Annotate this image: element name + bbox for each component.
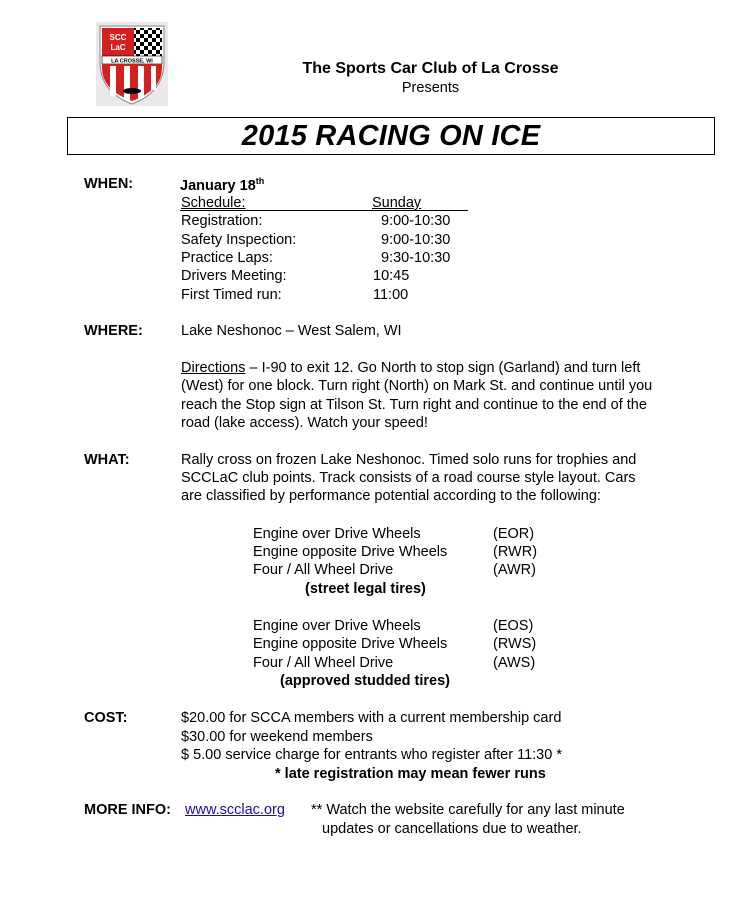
website-note: updates or cancellations due to weather. (322, 821, 582, 837)
class-code: (RWR) (493, 544, 538, 560)
svg-text:LA CROSSE, WI: LA CROSSE, WI (111, 58, 153, 65)
class-name: Four / All Wheel Drive (253, 562, 394, 578)
directions-label: Directions (181, 360, 246, 376)
class-name: Engine over Drive Wheels (253, 618, 421, 634)
cost-line: $ 5.00 service charge for entrants who register after 11:30 * (181, 747, 562, 763)
directions-line: (West) for one block. Turn right (North) on Mark St. and continue until you (181, 378, 653, 394)
schedule-item-name: First Timed run: (181, 287, 282, 303)
what-line: SCCLaC club points. Track consists of a road course style layout. Cars (181, 470, 636, 486)
schedule-item-time: 9:00-10:30 (381, 213, 451, 229)
schedule-day: Sunday (372, 195, 422, 211)
directions-line: reach the Stop sign at Tilson St. Turn right and continue to the end of the (181, 397, 647, 413)
schedule-rule (180, 210, 468, 211)
class-code: (AWS) (493, 655, 536, 671)
schedule-item-name: Registration: (181, 213, 263, 229)
event-date: January 18th (180, 176, 265, 194)
class-name: Engine opposite Drive Wheels (253, 544, 448, 560)
class-name: Engine opposite Drive Wheels (253, 636, 448, 652)
what-label: WHAT: (84, 452, 130, 468)
class-name: Four / All Wheel Drive (253, 655, 394, 671)
class-code: (EOR) (493, 526, 535, 542)
svg-text:LaC: LaC (110, 43, 126, 52)
cost-label: COST: (84, 710, 128, 726)
class-code: (RWS) (493, 636, 537, 652)
cost-line: $20.00 for SCCA members with a current membership card (181, 710, 562, 726)
club-name: The Sports Car Club of La Crosse (302, 60, 559, 77)
what-line: are classified by performance potential according to the following: (181, 488, 601, 504)
schedule-item-name: Practice Laps: (181, 250, 273, 266)
schedule-label: Schedule: (181, 195, 246, 211)
schedule-item-time: 11:00 (373, 287, 409, 303)
website-note: ** Watch the website carefully for any last minute (311, 802, 625, 818)
class-code: (EOS) (493, 618, 534, 634)
class-name: Engine over Drive Wheels (253, 526, 421, 542)
schedule-item-time: 10:45 (373, 268, 410, 284)
what-line: Rally cross on frozen Lake Neshonoc. Timed solo runs for trophies and (181, 452, 637, 468)
presents-text: Presents (401, 80, 460, 96)
tire-note: (approved studded tires) (280, 673, 450, 689)
schedule-item-time: 9:00-10:30 (381, 232, 451, 248)
website-link[interactable]: www.scclac.org (185, 802, 285, 818)
schedule-item-name: Drivers Meeting: (181, 268, 287, 284)
schedule-item-time: 9:30-10:30 (381, 250, 451, 266)
late-registration-note: * late registration may mean fewer runs (275, 766, 546, 782)
directions-line: Directions – I-90 to exit 12. Go North to stop sign (Garland) and turn left (181, 360, 641, 376)
location: Lake Neshonoc – West Salem, WI (181, 323, 402, 339)
schedule-item-name: Safety Inspection: (181, 232, 297, 248)
directions-line: road (lake access). Watch your speed! (181, 415, 428, 431)
event-title: 2015 RACING ON ICE (241, 119, 541, 152)
where-label: WHERE: (84, 323, 143, 339)
tire-note: (street legal tires) (305, 581, 426, 597)
class-code: (AWR) (493, 562, 536, 578)
svg-text:SCC: SCC (109, 33, 127, 42)
cost-line: $30.00 for weekend members (181, 729, 373, 745)
event-title-box (67, 117, 715, 155)
when-label: WHEN: (84, 176, 134, 192)
more-info-label: MORE INFO: (84, 802, 171, 818)
